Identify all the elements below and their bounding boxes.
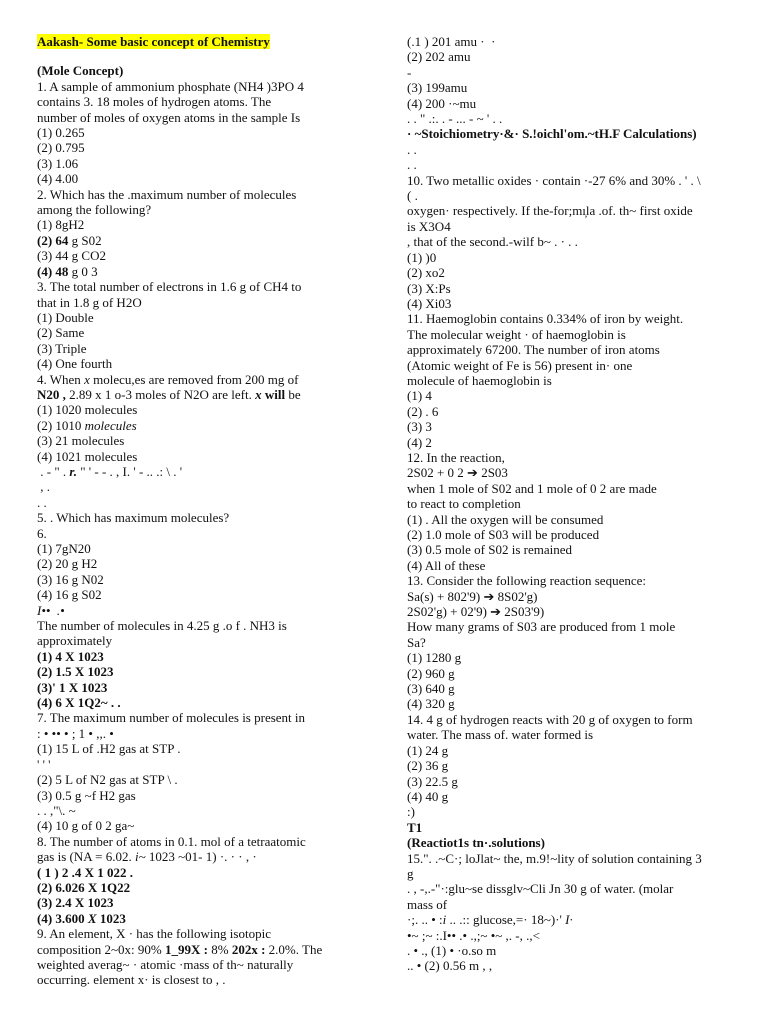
question-text: contains 3. 18 moles of hydrogen atoms. The	[37, 94, 272, 110]
question-text: among the following?	[37, 202, 152, 218]
option: (2) . 6	[407, 403, 439, 419]
option: (4) One fourth	[37, 356, 113, 372]
ocr-noise: . - " . r. " ' - - . , I. ' - .. .: \ . '	[37, 463, 183, 479]
reaction-equation: 2S02 + 0 2 ➔ 2S03	[407, 465, 508, 481]
option: (1) )0	[407, 249, 437, 265]
question-text: number of moles of oxygen atoms in the sample Is	[37, 109, 301, 125]
question-text: 4. When x molecu,es are removed from 200 mg of	[37, 371, 299, 387]
option: (3) 2.4 X 1023	[37, 895, 114, 911]
question-text: 15.". .~C·; loJlat~ the, m.9!~lity of solution containing 3	[407, 850, 702, 866]
option: (1) Double	[37, 309, 94, 325]
option: (2) 36 g	[407, 758, 449, 774]
option: (1) 1020 molecules	[37, 402, 138, 418]
question-text: oxygen· respectively. If the-for;mı̦la .of. th~ first oxide	[407, 203, 693, 219]
option: (3) 1.06	[37, 155, 79, 171]
ocr-noise: :)	[407, 804, 415, 820]
question-text: gas is (NA = 6.02. i~ 1023 ~01- 1) ·. · · , ·	[37, 849, 257, 865]
option: (4) 16 g S02	[37, 587, 102, 603]
question-text: molecule of haemoglobin is	[407, 372, 552, 388]
option: (3) 44 g CO2	[37, 248, 106, 264]
option: (3) X:Ps	[407, 280, 451, 296]
option: (4) 3.600 X 1023	[37, 910, 126, 926]
question-text: 6.	[37, 525, 47, 541]
option: (2) 5 L of N2 gas at STP \ .	[37, 772, 178, 788]
question-text: 2. Which has the .maximum number of molecules	[37, 186, 297, 202]
ocr-noise: . .	[37, 494, 47, 510]
question-text: weighted averag~ · atomic ·mass of th~ naturally	[37, 956, 294, 972]
option: (2) 1.5 X 1023	[37, 664, 114, 680]
question-text: Sa?	[407, 634, 426, 650]
option: (2) 0.795	[37, 140, 85, 156]
option: . • ., (1) • ·o.so m	[407, 942, 497, 958]
option: (1) 4 X 1023	[37, 648, 104, 664]
option: (3) 16 g N02	[37, 571, 104, 587]
option: .. • (2) 0.56 m , ,	[407, 958, 493, 974]
option: (4) Xi03	[407, 295, 452, 311]
document-title: Aakash- Some basic concept of Chemistry	[37, 34, 270, 49]
section-heading: (Mole Concept)	[37, 63, 124, 79]
option: (4) 320 g	[407, 696, 455, 712]
option: (2) 202 amu	[407, 49, 471, 65]
option: (2) 1010 molecules	[37, 417, 137, 433]
ocr-noise: . . " .:. . - ... - ~ ' . .	[407, 111, 503, 127]
option: (1) . All the oxygen will be consumed	[407, 511, 604, 527]
ocr-noise: , .	[37, 479, 50, 495]
option: (3)' 1 X 1023	[37, 679, 108, 695]
question-text: 9. An element, X · has the following isotopic	[37, 926, 271, 942]
question-text: 10. Two metallic oxides · contain ·-27 6% and 30% . ' . \	[407, 172, 701, 188]
ocr-noise: •~ ;~ :.I•• .• .,;~ •~ ,. -, .,<	[407, 927, 540, 943]
right-column	[407, 34, 737, 974]
question-text: approximately	[37, 633, 113, 649]
option: (1) 15 L of .H2 gas at STP .	[37, 741, 181, 757]
option: (4) All of these	[407, 557, 486, 573]
question-text: 1. A sample of ammonium phosphate (NH4 )3PO 4	[37, 78, 304, 94]
option: (3) 0.5 mole of S02 is remained	[407, 542, 572, 558]
option: (1) 7gN20	[37, 541, 91, 556]
ocr-noise: ·;. .. • :i .. .:: glucose,=· 18~)·' I·	[407, 912, 573, 928]
option: (3) 21 molecules	[37, 433, 125, 449]
option: (1) 0.265	[37, 125, 85, 141]
option: (3) 22.5 g	[407, 773, 458, 789]
option: (3) Triple	[37, 340, 87, 356]
section-heading: (Reactiot1s tn·.solutions)	[407, 835, 545, 851]
ocr-noise: . .	[407, 157, 417, 173]
question-text: water. The mass of. water formed is	[407, 727, 594, 743]
option: ( 1 ) 2 .4 X 1 022 .	[37, 864, 134, 880]
question-text: How many grams of S03 are produced from 1 mole	[407, 619, 676, 635]
option: (4) 10 g of 0 2 ga~	[37, 818, 135, 834]
question-text: that in 1.8 g of H2O	[37, 294, 142, 310]
ocr-noise: ( .	[407, 188, 418, 204]
question-text: g	[407, 865, 414, 881]
option: (2) 1.0 mole of S03 will be produced	[407, 527, 600, 542]
question-text: 5. . Which has maximum molecules?	[37, 510, 230, 526]
question-text: occurring. element x· is closest to , .	[37, 972, 226, 988]
option: (4) 40 g	[407, 788, 449, 804]
ocr-noise: . . ,"\. ~	[37, 802, 76, 818]
option: (3) 199amu	[407, 80, 468, 96]
question-text: 8. The number of atoms in 0.1. mol of a tetraatomic	[37, 833, 306, 849]
question-text: 7. The maximum number of molecules is present in	[37, 710, 306, 726]
question-text: , that of the second.-wilf b~ . · . .	[407, 234, 578, 250]
ocr-noise: I•• .•	[37, 602, 65, 618]
ocr-noise: -	[407, 64, 412, 80]
section-number: T1	[407, 819, 423, 835]
question-text: approximately 67200. The number of iron atoms	[407, 342, 660, 358]
option: (2) 20 g H2	[37, 556, 98, 572]
option: (2) 64 g S02	[37, 232, 102, 248]
question-text: The number of molecules in 4.25 g .o f . NH3 is	[37, 618, 287, 634]
question-text: composition 2~0x: 90% 1_99X : 8% 202x : 2.0%. The	[37, 941, 323, 957]
question-text: 12. In the reaction,	[407, 449, 505, 465]
question-text: (Atomic weight of Fe is 56) present in· one	[407, 357, 633, 373]
option: (3) 0.5 g ~f H2 gas	[37, 787, 136, 803]
question-text: 11. Haemoglobin contains 0.334% of iron by weight.	[407, 311, 684, 327]
question-text: . , -,.-"·:glu~se dissglv~Cli Jn 30 g of water. (molar	[407, 881, 674, 897]
question-text: when 1 mole of S02 and 1 mole of 0 2 are made	[407, 480, 657, 496]
left-column	[37, 34, 382, 988]
option: (1) 24 g	[407, 742, 449, 758]
option: (2) xo2	[407, 265, 445, 281]
option: (2) Same	[37, 325, 85, 341]
question-text: 3. The total number of electrons in 1.6 g of CH4 to	[37, 279, 302, 295]
option: (1) 8gH2	[37, 217, 85, 233]
option: (1) 1280 g	[407, 650, 462, 666]
option: (1) 4	[407, 388, 432, 404]
option: (4) 48 g 0 3	[37, 263, 98, 279]
ocr-noise: : • •• • ; 1 • ,,. •	[37, 725, 114, 741]
reaction-equation: 2S02'g) + 02'9) ➔ 2S03'9)	[407, 604, 545, 620]
section-heading: · ~Stoichiometry·&· S.!oichl'om.~tH.F Calculations)	[407, 126, 697, 142]
question-text: 13. Consider the following reaction sequence:	[407, 573, 646, 589]
ocr-noise: ' ' '	[37, 756, 51, 772]
option: (2) 6.026 X 1Q22	[37, 879, 131, 895]
option: (2) 960 g	[407, 665, 455, 681]
option: (4) 4.00	[37, 171, 79, 187]
reaction-equation: Sa(s) + 802'9) ➔ 8S02'g)	[407, 588, 538, 604]
option: (3) 640 g	[407, 681, 455, 697]
question-text: to react to completion	[407, 496, 521, 512]
question-text: N20 , 2.89 x 1 o-3 moles of N2O are left. x will be	[37, 386, 301, 402]
question-text: mass of	[407, 896, 448, 912]
question-text: is X3O4	[407, 218, 451, 234]
ocr-noise: . .	[407, 141, 417, 157]
question-text: The molecular weight · of haemoglobin is	[407, 326, 626, 342]
option: (4) 200 ·~mu	[407, 95, 477, 111]
option: (3) 3	[407, 419, 432, 435]
option: (4) 1021 molecules	[37, 448, 138, 464]
option: (.1 ) 201 amu · ·	[407, 34, 496, 49]
option: (4) 6 X 1Q2~ . .	[37, 695, 121, 711]
question-text: 14. 4 g of hydrogen reacts with 20 g of oxygen to form	[407, 711, 693, 727]
option: (4) 2	[407, 434, 432, 450]
